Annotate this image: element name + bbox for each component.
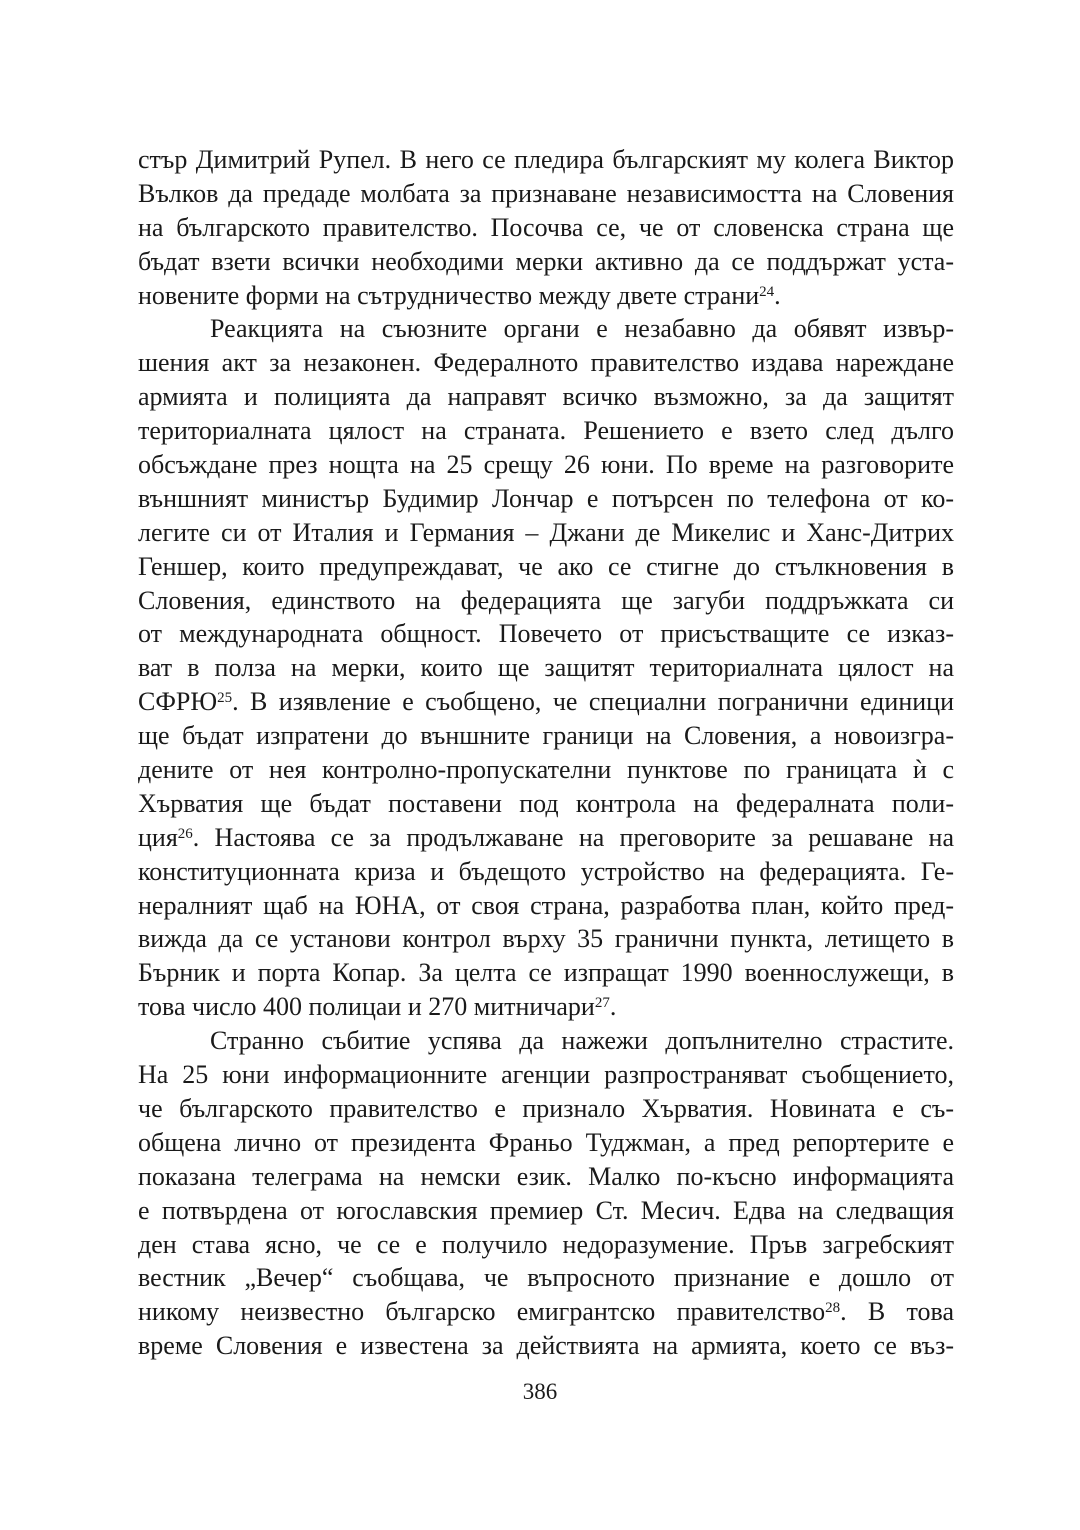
line-text: . В изявление е съобщено, че специални погранични единици	[232, 687, 954, 717]
text-line	[138, 279, 954, 313]
text-line: дените от нея контролно-пропускателни пунктове по границата ѝ с	[138, 755, 954, 785]
text-line: Хърватия ще бъдат поставени под контрола на федералната поли-	[138, 788, 954, 818]
text-line: външният министър Будимир Лончар е потърсен по телефона от ко-	[138, 483, 954, 513]
text-line: на българското правителство. Посочва се, че от словенска страна ще	[138, 212, 954, 242]
text-line: време Словения е известена за действията на армията, което се въз-	[138, 1331, 954, 1361]
line-text: това число 400 полицаи и 270 митничари	[138, 992, 595, 1022]
footnote-ref-28: 28	[825, 1300, 841, 1317]
line-text: . В това	[840, 1297, 954, 1327]
footnote-ref-26: 26	[177, 825, 193, 842]
text-line: ден става ясно, че се е получило недоразумение. Пръв загребският	[138, 1229, 954, 1259]
text-line: бъдат взети всички необходими мерки активно да се поддържат уста-	[138, 246, 954, 276]
paragraph-2	[138, 312, 954, 1024]
text-line: Бърник и порта Копар. За целта се изпращат 1990 военнослужещи, в	[138, 958, 954, 988]
page-number: 386	[522, 1379, 558, 1404]
text-line: от международната общност. Повечето от присъстващите се изказ-	[138, 619, 954, 649]
text-line: ще бъдат изпратени до външните граници на Словения, а новоизгра-	[138, 721, 954, 751]
text-line: вижда да се установи контрол върху 35 гранични пункта, летището в	[138, 924, 954, 954]
text-line	[138, 1295, 954, 1329]
footnote-ref-24: 24	[759, 283, 775, 300]
text-line	[138, 685, 954, 719]
text-line	[138, 821, 954, 855]
text-line: Геншер, които предупреждават, че ако се стигне до стълкновения в	[138, 551, 954, 581]
text-line: конституционната криза и бъдещото устройство на федерацията. Ге-	[138, 856, 954, 886]
text-line: Реакцията на съюзните органи е незабавно да обявят извър-	[210, 314, 954, 344]
footnote-ref-27: 27	[594, 995, 610, 1012]
line-text: ция	[138, 822, 178, 852]
line-text: никому неизвестно българско емигрантско правителство	[138, 1297, 826, 1327]
text-line: легите си от Италия и Германия – Джани де Микелис и Ханс-Дитрих	[138, 517, 954, 547]
text-line: общена лично от президента Франьо Туджман, а пред репортерите е	[138, 1127, 954, 1157]
text-line: шения акт за незаконен. Федералното правителство издава нареждане	[138, 348, 954, 378]
text-line: ват в полза на мерки, които ще защитят териториалната цялост на	[138, 653, 954, 683]
paragraph-3	[138, 1024, 954, 1363]
line-text: .	[774, 280, 781, 310]
text-line: вестник „Вечер“ съобщава, че въпросното признание е дошло от	[138, 1263, 954, 1293]
text-line: армията и полицията да направят всичко възможно, за да защитят	[138, 382, 954, 412]
paragraph-1	[138, 143, 954, 312]
line-text: новените форми на сътрудничество между двете страни	[138, 280, 760, 310]
text-line: показана телеграма на немски език. Малко по-късно информацията	[138, 1161, 954, 1191]
line-text: СФРЮ	[138, 687, 218, 717]
text-line: е потвърдена от югославския премиер Ст. Месич. Едва на следващия	[138, 1195, 954, 1225]
page-body	[138, 143, 954, 1363]
text-line: обсъждане през нощта на 25 срещу 26 юни. По време на разговорите	[138, 450, 954, 480]
text-line: териториалната цялост на страната. Решението е взето след дълго	[138, 416, 954, 446]
text-line: нералният щаб на ЮНА, от своя страна, разработва план, който пред-	[138, 890, 954, 920]
text-line: Словения, единството на федерацията ще загуби поддръжката си	[138, 585, 954, 615]
line-text: . Настоява се за продължаване на преговорите за решаване на	[192, 822, 954, 852]
text-line: Вълков да предаде молбата за признаване независимостта на Словения	[138, 178, 954, 208]
text-line: На 25 юни информационните агенции разпространяват съобщението,	[138, 1060, 954, 1090]
footnote-ref-25: 25	[217, 690, 233, 706]
text-line: стър Димитрий Рупел. В него се пледира българският му колега Виктор	[138, 145, 954, 174]
line-text: .	[609, 992, 617, 1022]
text-line: че българското правителство е признало Хърватия. Новината е съ-	[138, 1093, 954, 1123]
text-line	[138, 990, 954, 1024]
text-line: Странно събитие успява да нажежи допълнително страстите.	[210, 1026, 954, 1056]
